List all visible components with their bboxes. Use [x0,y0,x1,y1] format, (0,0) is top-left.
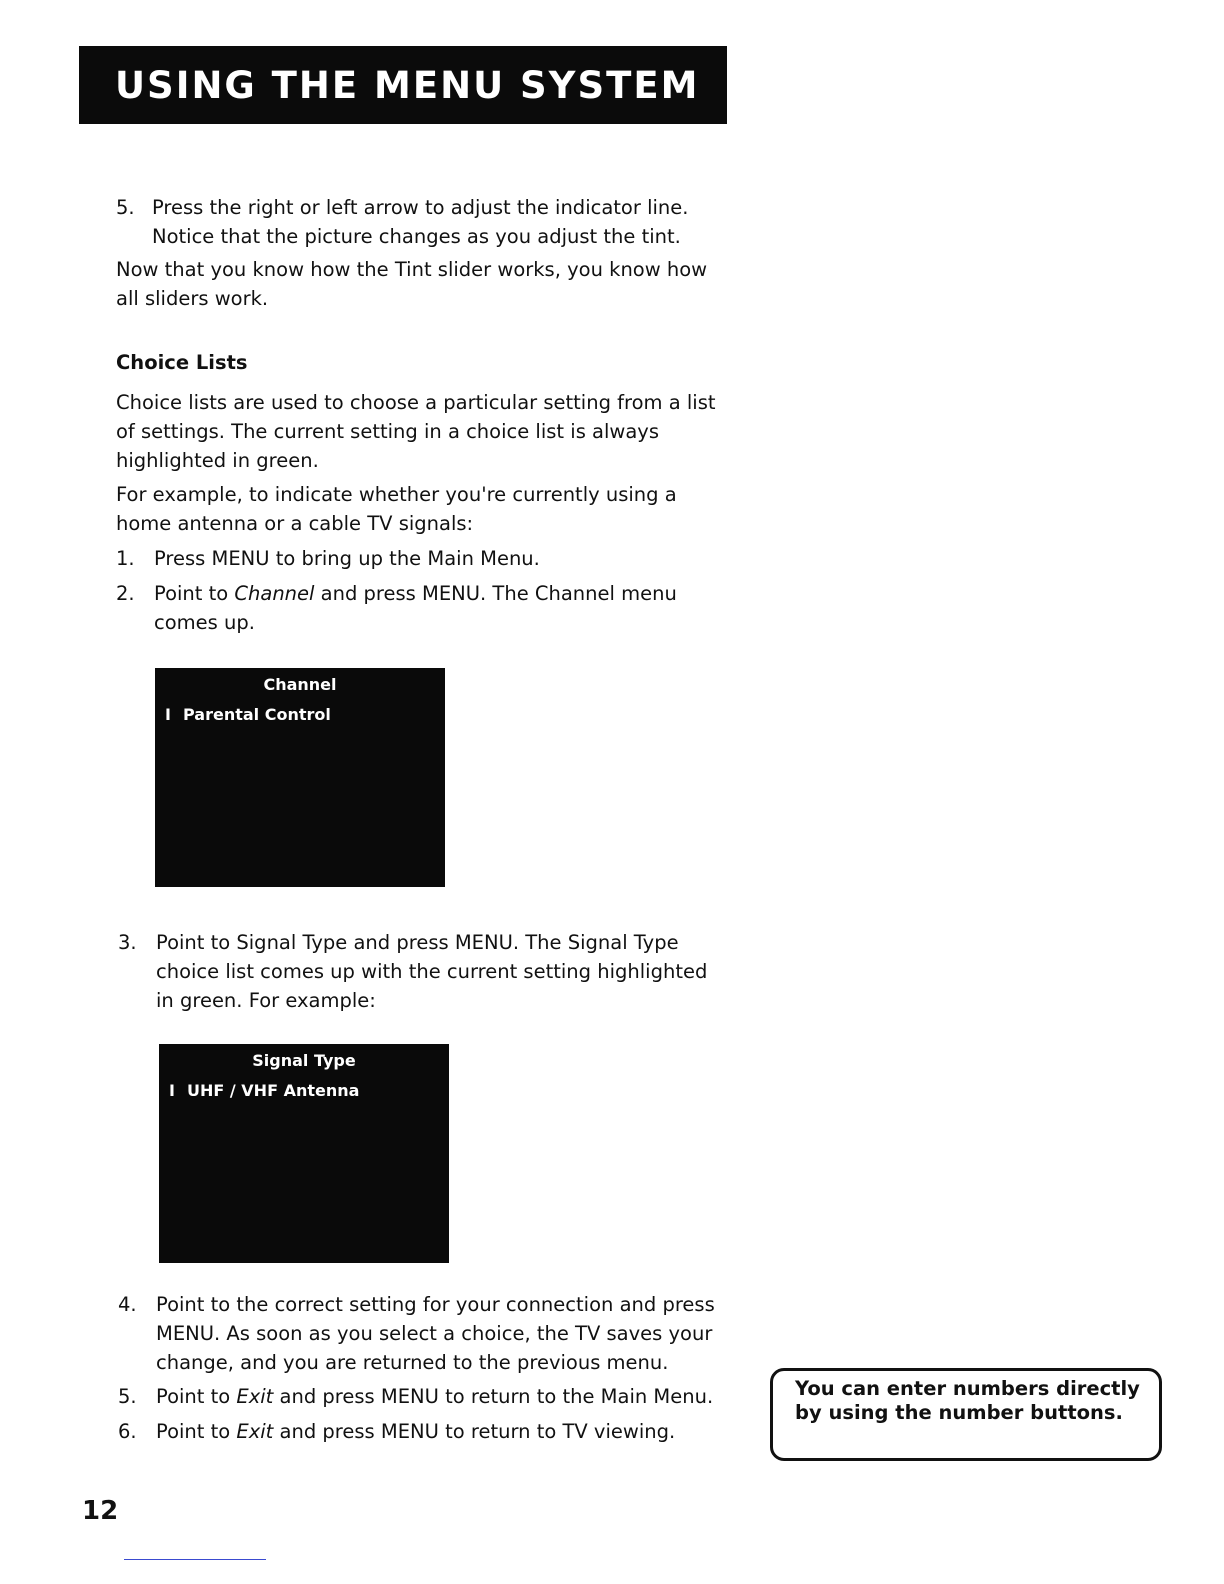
step-number: 5. [116,196,135,219]
menu-name-channel: Channel [234,582,315,605]
step-number: 1. [116,547,135,570]
menu-pointer-icon: I [165,705,171,724]
intro-step [116,193,716,251]
menu-name-exit: Exit [236,1420,274,1443]
footer-rule [124,1559,266,1560]
section-header [79,46,727,124]
step-text: Point to Exit and press MENU to return to the Main Menu. [156,1385,714,1408]
tip-text: You can enter numbers directly by using the number buttons. [795,1377,1140,1424]
menu-item-uhf-vhf-antenna[interactable] [169,1081,359,1100]
menu-title: Channel [263,675,337,694]
menu-item-parental-control[interactable] [165,705,331,724]
step-number: 5. [118,1385,137,1408]
menu-item-label: Parental Control [183,705,331,724]
step-text: Press the right or left arrow to adjust the indicator line. Notice that the picture changes as you adjust the tint. [152,196,689,248]
example-paragraph: For example, to indicate whether you're currently using a home antenna or a cable TV signals: [116,483,677,535]
step-text: Point to Channel and press MENU. The Channel menu comes up. [154,582,677,634]
step-text: Point to Exit and press MENU to return to TV viewing. [156,1420,676,1443]
step-1 [116,544,726,573]
page-number: 12 [82,1496,119,1526]
channel-menu-screen [155,668,445,887]
step-number: 2. [116,582,135,605]
step-3 [118,928,718,1015]
menu-item-label: UHF / VHF Antenna [187,1081,360,1100]
step-number: 6. [118,1420,137,1443]
section-heading: Choice Lists [116,351,248,374]
tip-callout [770,1368,1162,1461]
step-number: 3. [118,931,137,954]
choice-lists-paragraph: Choice lists are used to choose a particular setting from a list of settings. The current setting in a choice list is always highlighted in green. [116,391,716,472]
signal-type-menu-screen [159,1044,449,1263]
intro-paragraph: Now that you know how the Tint slider works, you know how all sliders work. [116,258,708,310]
step-2 [116,579,696,637]
step-5 [118,1382,758,1411]
step-text: Point to the correct setting for your connection and press MENU. As soon as you select a choice, the TV saves your change, and you are returned to the previous menu. [156,1293,715,1374]
menu-pointer-icon: I [169,1081,175,1100]
step-text: Point to Signal Type and press MENU. The Signal Type choice list comes up with the current setting highlighted in green. For example: [156,931,708,1012]
header-title: USING THE MENU SYSTEM [115,63,700,107]
step-6 [118,1417,738,1446]
menu-title: Signal Type [252,1051,356,1070]
step-4 [118,1290,728,1377]
menu-name-exit: Exit [236,1385,274,1408]
step-number: 4. [118,1293,137,1316]
step-text: Press MENU to bring up the Main Menu. [154,547,540,570]
